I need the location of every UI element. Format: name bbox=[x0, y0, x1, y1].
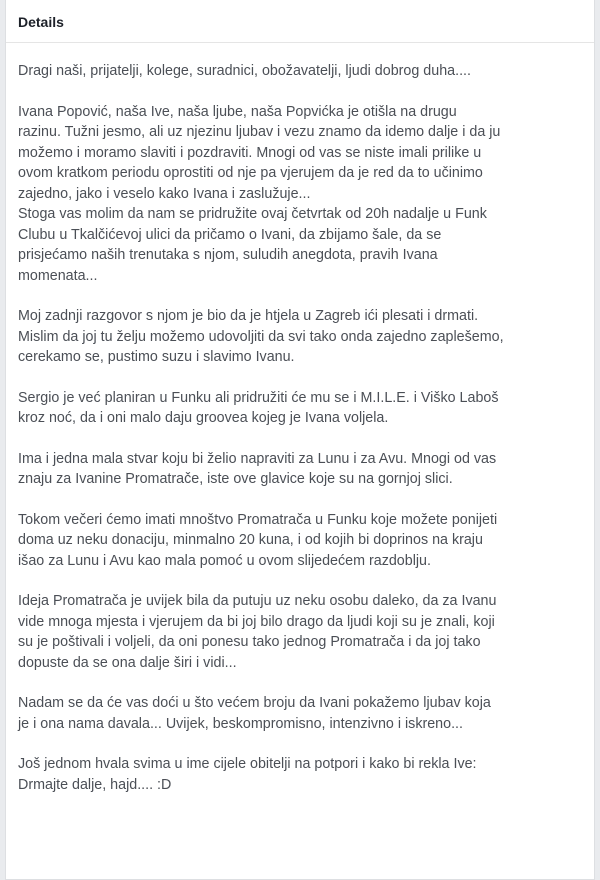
details-paragraph bbox=[18, 591, 582, 673]
details-text-line: Dragi naši, prijatelji, kolege, suradnici, obožavatelji, ljudi dobrog duha.... bbox=[18, 63, 471, 79]
details-text-line: Nadam se da će vas doći u što većem broju da Ivani pokažemo ljubav koja bbox=[18, 695, 491, 711]
details-text-line: Ivana Popović, naša Ive, naša ljube, naša Popvićka je otišla na drugu bbox=[18, 103, 457, 120]
details-text-line: momenata... bbox=[18, 267, 98, 284]
details-text-line: Clubu u Tkalčićevoj ulici da pričamo o Ivani, da zbijamo šale, da se bbox=[18, 226, 442, 243]
details-text-line: možemo i moramo slaviti i pozdraviti. Mnogi od vas se niste imali prilike u bbox=[18, 144, 482, 161]
details-text-line: Tokom večeri ćemo imati mnoštvo Promatrača u Funku koje možete ponijeti bbox=[18, 511, 498, 528]
details-text-line: išao za Lunu i Avu kao mala pomoć u ovom slijedećem razdoblju. bbox=[18, 552, 431, 569]
details-text-line: Drmajte dalje, hajd.... :D bbox=[18, 776, 172, 793]
details-text-line: Mislim da joj tu želju možemo udovoljiti da svi tako onda zajedno zaplešemo, bbox=[18, 328, 504, 345]
details-paragraph bbox=[18, 61, 582, 82]
details-header bbox=[6, 0, 594, 43]
details-paragraph bbox=[18, 388, 582, 429]
details-text-line: znaju za Ivanine Promatrače, iste ove glavice koje su na gornjoj slici. bbox=[18, 471, 453, 487]
details-text-line: Moj zadnji razgovor s njom je bio da je htjela u Zagreb ići plesati i drmati. bbox=[18, 308, 479, 324]
details-text-line: Još jednom hvala svima u ime cijele obitelji na potpori i kako bi rekla Ive: bbox=[18, 756, 477, 772]
details-text-line: doma uz neku donaciju, minmalno 20 kuna, i od kojih bi doprinos na kraju bbox=[18, 532, 483, 548]
details-text-line: Ima i jedna mala stvar koju bi želio napraviti za Lunu i za Avu. Mnogi od vas bbox=[18, 450, 497, 467]
details-text-line: Sergio je već planiran u Funku ali pridružiti će mu se i M.I.L.E. i Viško Laboš bbox=[18, 389, 499, 406]
details-text-line: zajedno, jako i veselo kako Ivana i zaslužuje... bbox=[18, 185, 311, 202]
details-paragraph bbox=[18, 102, 582, 287]
details-text-line: su je poštivali i voljeli, da oni ponesu tako jednog Promatrača i da joj tako bbox=[18, 634, 481, 650]
details-paragraph bbox=[18, 510, 582, 572]
details-text-line: prisjećamo naših trenutaka s njom, suludih anegdota, pravih Ivana bbox=[18, 247, 438, 263]
details-text-line: kroz noć, da i oni malo daju groovea kojeg je Ivana voljela. bbox=[18, 410, 389, 426]
details-paragraph bbox=[18, 693, 582, 734]
details-body bbox=[6, 43, 594, 795]
details-text-line: ovom kratkom periodu oprostiti od nje pa vjerujem da je red da to učinimo bbox=[18, 165, 483, 181]
details-text-line: je i ona nama davala... Uvijek, beskompromisno, intenzivno i iskreno... bbox=[18, 715, 464, 732]
details-paragraph bbox=[18, 449, 582, 490]
details-paragraph bbox=[18, 306, 582, 368]
details-text-line: cerekamo se, pustimo suzu i slavimo Ivanu. bbox=[18, 349, 295, 365]
details-text-line: Ideja Promatrača je uvijek bila da putuju uz neku osobu daleko, da za Ivanu bbox=[18, 593, 497, 609]
details-text-line: Stoga vas molim da nam se pridružite ovaj četvrtak od 20h nadalje u Funk bbox=[18, 206, 487, 222]
details-text-line: razinu. Tužni jesmo, ali uz njezinu ljubav i vezu znamo da idemo dalje i da ju bbox=[18, 124, 501, 140]
details-paragraph bbox=[18, 754, 582, 795]
details-title: Details bbox=[18, 14, 64, 30]
details-text-line: vide mnoga mjesta i vjerujem da bi joj bilo drago da ljudi koji su je znali, koji bbox=[18, 613, 495, 630]
details-card bbox=[5, 0, 595, 880]
details-text-line: dopuste da se ona dalje širi i vidi... bbox=[18, 654, 237, 671]
